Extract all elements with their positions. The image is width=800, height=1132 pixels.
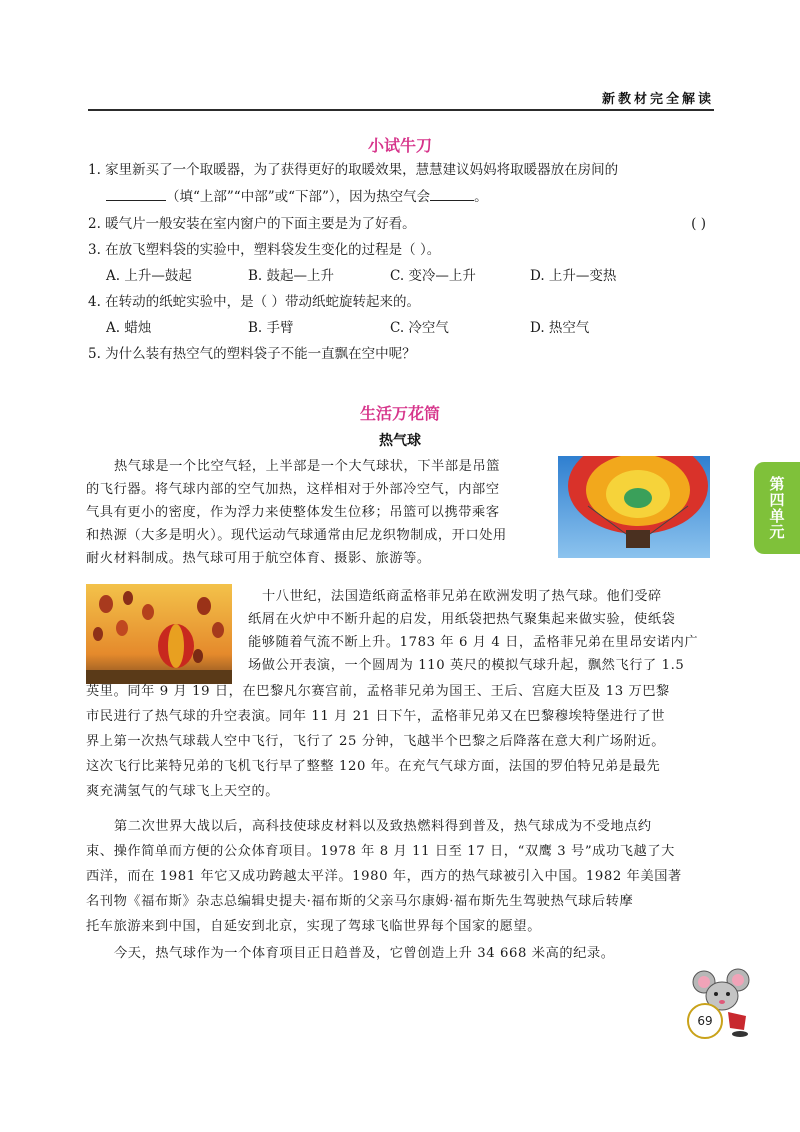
para2-line-6: 市民进行了热气球的升空表演。同年 11 月 21 日下午，孟格菲兄弟又在巴黎穆埃特堡进行了世 <box>86 709 666 724</box>
hot-air-balloon-photo-2 <box>86 584 232 684</box>
page-number: 69 <box>687 1003 723 1039</box>
para3-line-3: 西洋，而在 1981 年它又成功跨越太平洋。1980 年，西方的热气球被引入中国。1982 年美国著 <box>86 869 682 884</box>
para1-line-1: 热气球是一个比空气轻，上半部是一个大气球状，下半部是吊篮 <box>114 459 501 474</box>
para1-line-5: 耐火材料制成。热气球可用于航空体育、摄影、旅游等。 <box>86 551 431 566</box>
question-3-option-a: A. 上升—鼓起 <box>106 268 192 284</box>
question-4-option-b: B. 手臂 <box>248 320 294 336</box>
para2-line-9: 爽充满氢气的气球飞上天空的。 <box>86 784 280 799</box>
para3-line-1: 第二次世界大战以后，高科技使球皮材料以及致热燃料得到普及，热气球成为不受地点约 <box>114 819 652 834</box>
unit-side-tab-label: 第四单元 <box>767 476 786 540</box>
para1-line-2: 的飞行器。将气球内部的空气加热，这样相对于外部冷空气，内部空 <box>86 482 500 497</box>
para3-line-4: 名刊物《福布斯》杂志总编辑史提夫·福布斯的父亲马尔康姆·福布斯先生驾驶热气球后转摩 <box>86 894 634 909</box>
question-3-option-c: C. 变冷—上升 <box>390 268 476 284</box>
para3-line-5: 托车旅游来到中国，自延安到北京，实现了驾球飞临世界每个国家的愿望。 <box>86 919 541 934</box>
question-3: 3. 在放飞塑料袋的实验中，塑料袋发生变化的过程是（ ）。 <box>88 242 441 258</box>
para2-line-8: 这次飞行比莱特兄弟的飞机飞行早了整整 120 年。在充气气球方面，法国的罗伯特兄弟是最先 <box>86 759 661 774</box>
balloon-closeup-illustration <box>558 456 710 558</box>
question-3-option-d: D. 上升—变热 <box>530 268 617 284</box>
header-title: 新教材完全解读 <box>601 92 714 107</box>
section-title-life: 生活万花筒 <box>359 404 440 423</box>
question-4-option-a: A. 蜡烛 <box>106 320 152 336</box>
para2-line-4: 场做公开表演，一个圆周为 110 英尺的模拟气球升起，飘然飞行了 1.5 <box>248 658 685 673</box>
para2-line-2: 纸屑在火炉中不断升起的启发，用纸袋把热气聚集起来做实验，使纸袋 <box>248 612 676 627</box>
question-1-text-2: （填“上部”“中部”或“下部”），因为热空气会 <box>166 189 431 205</box>
question-1-end: 。 <box>474 189 488 205</box>
question-5: 5. 为什么装有热空气的塑料袋子不能一直飘在空中呢？ <box>88 346 416 362</box>
question-4-option-d: D. 热空气 <box>530 320 590 336</box>
answer-blank-1 <box>106 186 166 201</box>
para2-line-3: 能够随着气流不断上升。1783 年 6 月 4 日，孟格菲兄弟在里昂安诺内广 <box>248 635 699 650</box>
para1-line-4: 和热源（大多是明火）。现代运动气球通常由尼龙织物制成，开口处用 <box>86 528 507 543</box>
question-4: 4. 在转动的纸蛇实验中，是（ ）带动纸蛇旋转起来的。 <box>88 294 420 310</box>
para1-line-3: 气具有更小的密度，作为浮力来使整体发生位移；吊篮可以携带乘客 <box>86 505 500 520</box>
balloons-sunset-illustration <box>86 584 232 684</box>
question-1-line-1: 1. 家里新买了一个取暖器，为了获得更好的取暖效果，慧慧建议妈妈将取暖器放在房间的 <box>88 162 619 178</box>
section-title-practice: 小试牛刀 <box>367 136 432 155</box>
para2-line-5: 英里。同年 9 月 19 日，在巴黎凡尔赛宫前，孟格菲兄弟为国王、王后、宫庭大臣及 13 万巴黎 <box>86 684 670 699</box>
question-3-option-b: B. 鼓起—上升 <box>248 268 335 284</box>
question-1-line-2 <box>106 186 488 207</box>
para2-line-1: 十八世纪，法国造纸商孟格菲兄弟在欧洲发明了热气球。他们受碎 <box>262 589 662 604</box>
hot-air-balloon-photo-1 <box>558 456 710 558</box>
para4-line-1: 今天，热气球作为一个体育项目正日趋普及，它曾创造上升 34 668 米高的纪录。 <box>114 946 615 961</box>
question-2: 2. 暖气片一般安装在室内窗户的下面主要是为了好看。 <box>88 216 416 232</box>
para2-line-7: 界上第一次热气球载人空中飞行，飞行了 25 分钟，飞越半个巴黎之后降落在意大利广场附近。 <box>86 734 666 749</box>
answer-blank-2 <box>430 186 474 201</box>
question-4-option-c: C. 冷空气 <box>390 320 449 336</box>
para3-line-2: 束、操作简单而方便的公众体育项目。1978 年 8 月 11 日至 17 日，“双鹰 3 号”成功飞越了大 <box>86 844 675 859</box>
unit-side-tab <box>754 462 800 554</box>
question-2-answer-paren: ( ) <box>691 216 706 232</box>
article-title: 热气球 <box>379 433 421 449</box>
header-rule <box>88 109 714 111</box>
